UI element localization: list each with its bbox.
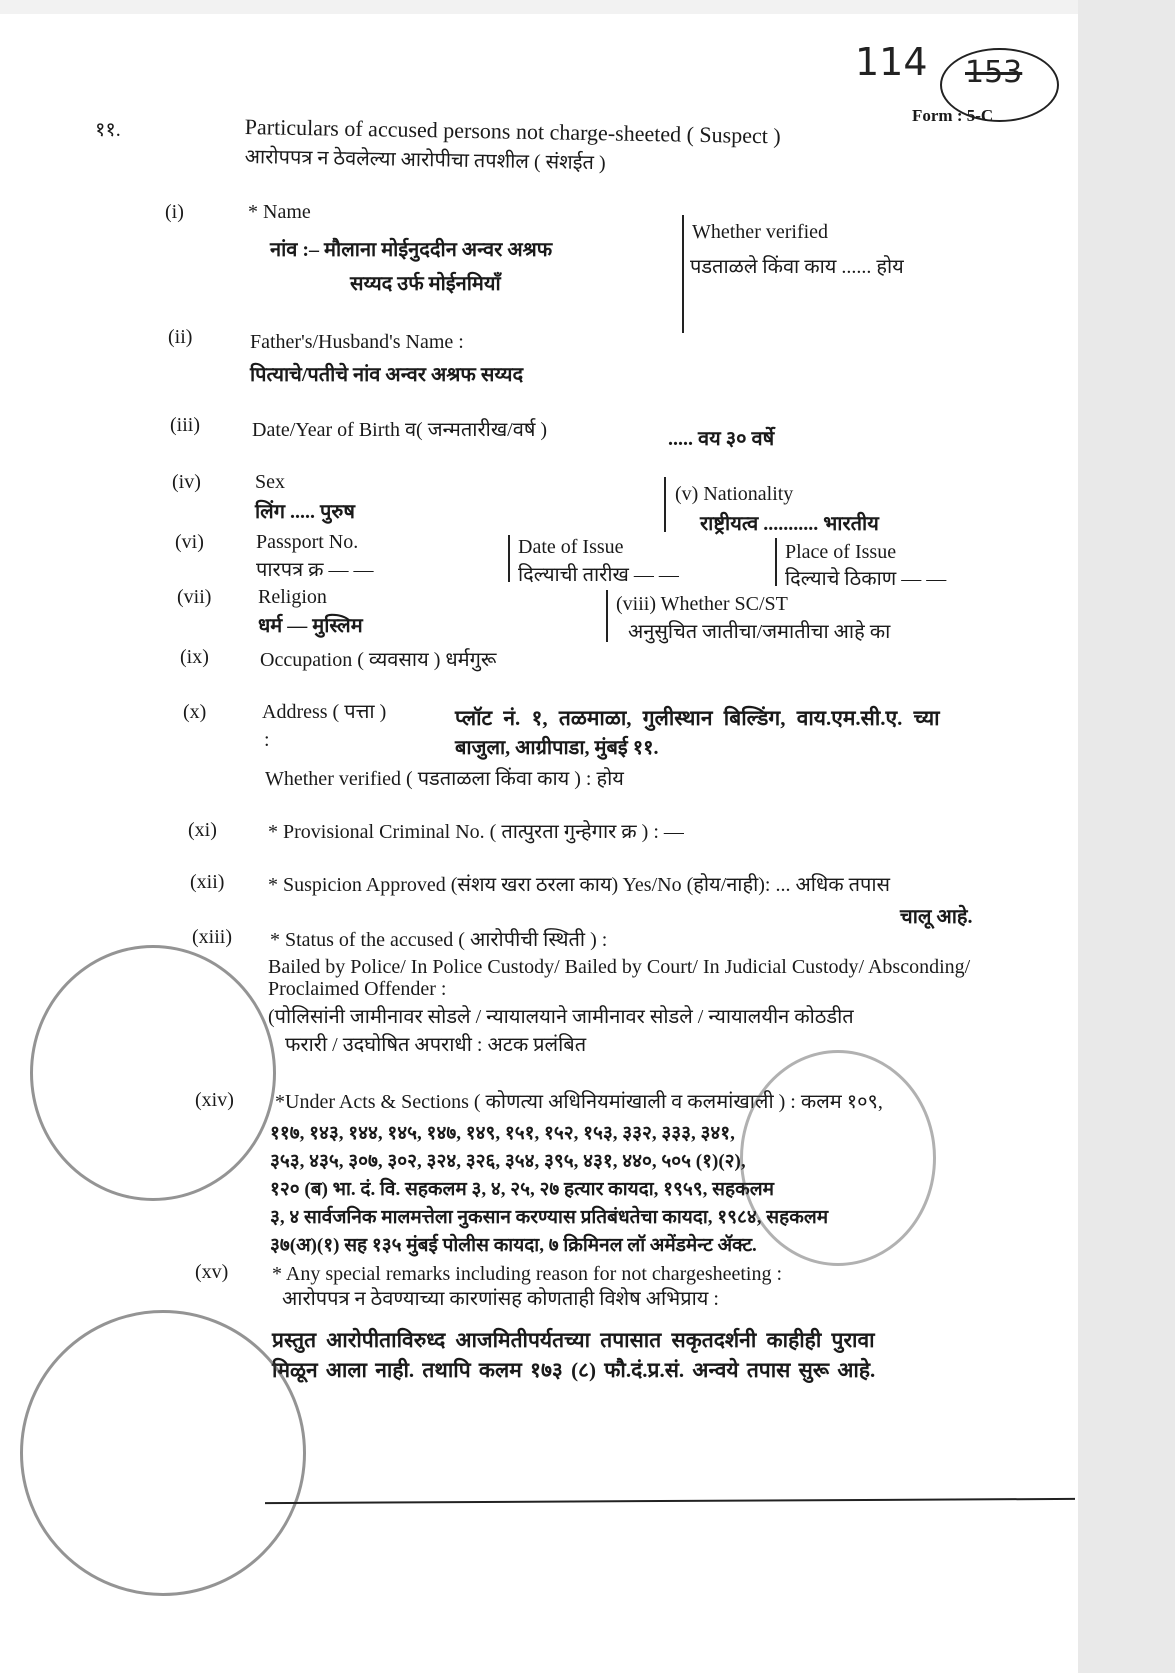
section-number: ११.: [95, 119, 121, 141]
sc-st-label: (viii) Whether SC/ST: [616, 593, 788, 615]
status-value: फरारी / उदघोषित अपराधी : अटक प्रलंबित: [285, 1034, 587, 1056]
address-label: Address ( पत्ता ): [262, 701, 387, 723]
item-number: (x): [183, 701, 207, 723]
father-name-value: पित्याचे/पतीचे नांव अन्वर अश्रफ सय्यद: [250, 364, 524, 386]
divider: [682, 215, 684, 333]
name-label: * Name: [248, 201, 311, 223]
address-verified: Whether verified ( पडताळला किंवा काय ) : होय: [265, 768, 624, 790]
status-options-en: Bailed by Police/ In Police Custody/ Bailed by Court/ In Judicial Custody/ Absconding/: [268, 956, 971, 978]
item-number: (vii): [177, 586, 212, 608]
address-colon: :: [264, 729, 270, 751]
divider: [775, 538, 777, 586]
remarks-label-mr: आरोपपत्र न ठेवण्याच्या कारणांसह कोणताही विशेष अभिप्राय :: [282, 1288, 719, 1310]
place-of-issue-value: दिल्याचे ठिकाण — —: [785, 568, 947, 590]
handwritten-page-number: 114: [855, 40, 928, 84]
suspicion-approved: * Suspicion Approved (संशय खरा ठरला काय) Yes/No (होय/नाही): ... अधिक तपास: [268, 874, 891, 896]
acts-line: १२० (ब) भा. दं. वि. सहकलम ३, ४, २५, २७ हत्यार कायदा, १९५९, सहकलम: [270, 1179, 774, 1200]
nationality-label: (v) Nationality: [675, 483, 794, 505]
round-stamp: [740, 1050, 936, 1266]
crime-branch-stamp: [20, 1310, 306, 1596]
passport-value: पारपत्र क्र — —: [256, 559, 374, 581]
passport-label: Passport No.: [256, 531, 359, 553]
provisional-criminal-no: * Provisional Criminal No. ( तात्पुरता गुन्हेगार क्र ) : ––: [268, 821, 684, 843]
status-options-mr: (पोलिसांनी जामीनावर सोडले / न्यायालयाने जामीनावर सोडले / न्यायालयीन कोठडीत: [268, 1006, 854, 1028]
item-number: (ii): [168, 326, 193, 348]
sc-st-value: अनुसुचित जातीचा/जमातीचा आहे का: [628, 621, 891, 643]
scan-right-edge: [1078, 0, 1175, 1673]
name-value-line2: सय्यद उर्फ मोईनमियॉं: [350, 273, 501, 295]
dob-value: ..... वय ३० वर्षे: [668, 428, 775, 450]
item-number: (iv): [172, 471, 201, 493]
address-line1: प्लॉट नं. १, तळमाळा, गुलीस्थान बिल्डिंग, वाय.एम.सी.ए. च्या: [455, 706, 940, 730]
remarks-line1: प्रस्तुत आरोपीताविरुध्द आजमितीपर्यतच्या तपासात सकृतदर्शनी काहीही पुरावा: [272, 1328, 875, 1352]
occupation: Occupation ( व्यवसाय ) धर्मगुरू: [260, 649, 497, 671]
verified-label: Whether verified: [692, 221, 829, 243]
remarks-label: * Any special remarks including reason for not chargesheeting :: [272, 1263, 783, 1285]
dob-label: Date/Year of Birth व( जन्मतारीख/वर्ष ): [252, 419, 548, 441]
remarks-line2: मिळून आला नाही. तथापि कलम १७३ (८) फौ.दं.प्र.सं. अन्वये तपास सुरू आहे.: [272, 1358, 876, 1382]
date-of-issue-label: Date of Issue: [518, 536, 624, 558]
acts-line: ३७(अ)(१) सह १३५ मुंबई पोलीस कायदा, ७ क्रिमिनल लॉ अमेंडमेन्ट ॲक्ट.: [270, 1235, 757, 1256]
status-label: * Status of the accused ( आरोपीची स्थिती ) :: [270, 929, 608, 951]
item-number: (xi): [188, 819, 217, 841]
item-number: (xii): [190, 871, 225, 893]
item-number: (i): [165, 201, 184, 223]
divider: [606, 590, 608, 642]
sex-value: लिंग ..... पुरुष: [255, 501, 355, 523]
acts-line: ११७, १४३, १४४, १४५, १४७, १४९, १५१, १५२, १५३, ३३२, ३३३, ३४१,: [270, 1123, 735, 1144]
divider: [508, 535, 510, 582]
item-number: (ix): [180, 646, 209, 668]
title-mr: आरोपपत्र न ठेवलेल्या आरोपीचा तपशील ( संशईत ): [244, 145, 606, 175]
item-number: (iii): [170, 414, 200, 436]
bottom-rule: [265, 1498, 1075, 1504]
court-seal-stamp: [30, 945, 276, 1201]
address-line2: बाजुला, आग्रीपाडा, मुंबई ११.: [455, 737, 659, 759]
form-label: Form : 5-C: [912, 106, 994, 125]
religion-label: Religion: [258, 586, 327, 608]
status-options-en-2: Proclaimed Offender :: [268, 978, 447, 1000]
place-of-issue-label: Place of Issue: [785, 541, 897, 563]
sex-label: Sex: [255, 471, 285, 493]
scan-top-edge: [0, 0, 1175, 14]
divider: [664, 477, 666, 532]
father-name-label: Father's/Husband's Name :: [250, 331, 464, 353]
title-en: Particulars of accused persons not charge-sheeted ( Suspect ): [244, 114, 781, 149]
religion-value: धर्म — मुस्लिम: [258, 615, 363, 637]
verified-value: पडताळले किंवा काय ...... होय: [690, 256, 904, 278]
item-number: (xv): [195, 1261, 229, 1283]
suspicion-approved-line2: चालू आहे.: [900, 906, 973, 928]
acts-line: ३, ४ सार्वजनिक मालमत्तेला नुकसान करण्यास प्रतिबंधतेचा कायदा, १९८४, सहकलम: [270, 1207, 829, 1228]
item-number: (xiii): [192, 926, 232, 948]
item-number: (xiv): [195, 1089, 234, 1111]
date-of-issue-value: दिल्याची तारीख — —: [518, 564, 679, 586]
item-number: (vi): [175, 531, 204, 553]
acts-line: ३५३, ४३५, ३०७, ३०२, ३२४, ३२६, ३५४, ३९५, ४३१, ४४०, ५०५ (१)(२),: [270, 1151, 746, 1172]
handwritten-circled-number: 153: [965, 55, 1023, 90]
nationality-value: राष्ट्रीयत्व ........... भारतीय: [700, 513, 879, 535]
acts-line: *Under Acts & Sections ( कोणत्या अधिनियमांखाली व कलमांखाली ) : कलम १०९,: [275, 1091, 883, 1113]
name-value-line1: नांव :– मौलाना मोईनुददीन अन्वर अश्रफ: [270, 239, 553, 261]
